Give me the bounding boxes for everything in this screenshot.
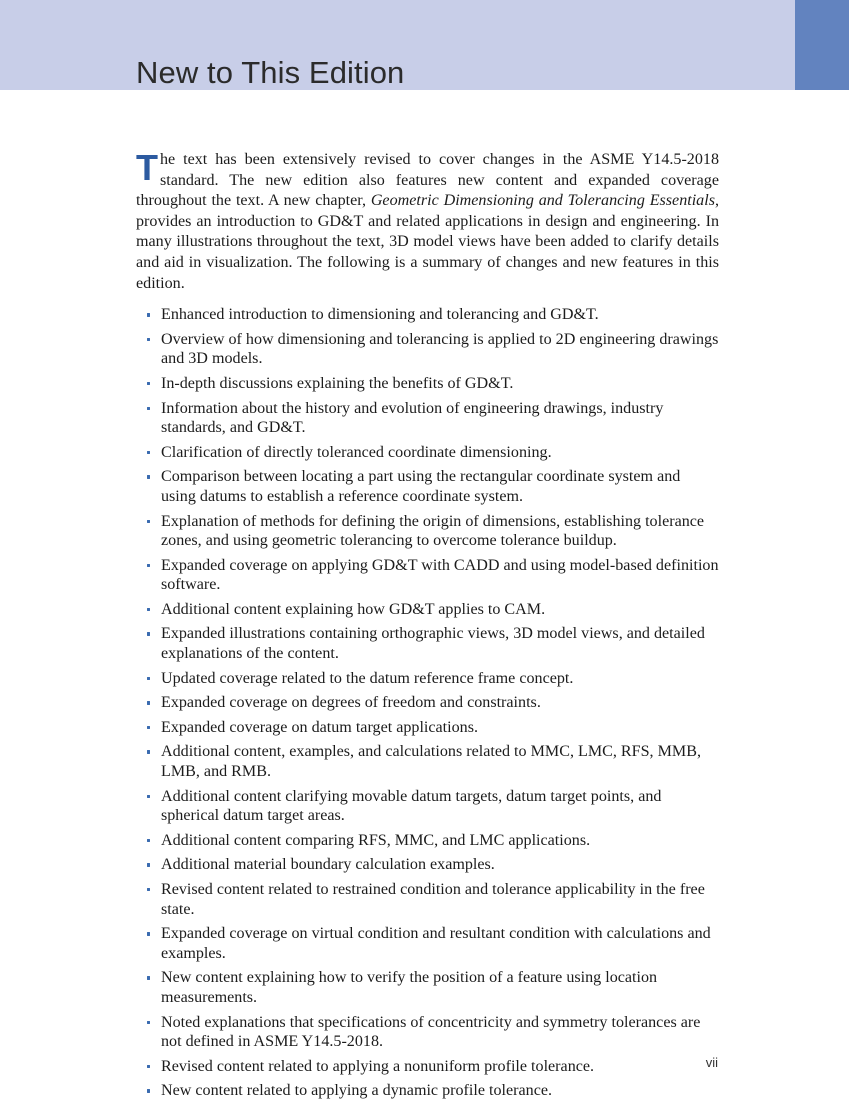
bullet-icon (147, 795, 150, 798)
list-item-label: Clarification of directly toleranced coordinate dimensioning. (161, 443, 552, 461)
list-item (136, 512, 719, 551)
bullet-icon (147, 1089, 150, 1092)
page-number: vii (705, 1055, 718, 1070)
page-title: New to This Edition (136, 55, 405, 90)
bullet-icon (147, 839, 150, 842)
list-item (136, 305, 719, 325)
list-item (136, 855, 719, 875)
list-item (136, 880, 719, 919)
list-item-label: Information about the history and evolution of engineering drawings, industry standards, and GD&T. (161, 399, 664, 437)
list-item-label: Expanded coverage on datum target applications. (161, 718, 478, 736)
bullet-icon (147, 608, 150, 611)
list-item-label: Additional content comparing RFS, MMC, and LMC applications. (161, 831, 591, 849)
list-item (136, 924, 719, 963)
chapter-title-italic: Geometric Dimensioning and Tolerancing Essentials (370, 192, 715, 210)
list-item-label: Additional material boundary calculation examples. (161, 856, 495, 874)
list-item (136, 330, 719, 369)
bullet-icon (147, 475, 150, 478)
list-item-label: New content related to applying a dynamic profile tolerance. (161, 1082, 553, 1100)
list-item-label: Revised content related to applying a nonuniform profile tolerance. (161, 1057, 595, 1075)
bullet-icon (147, 726, 150, 729)
feature-list (136, 305, 719, 1101)
list-item (136, 718, 719, 738)
list-item (136, 600, 719, 620)
list-item (136, 443, 719, 463)
list-item-label: Expanded illustrations containing orthographic views, 3D model views, and detailed explanations of the content. (161, 625, 705, 663)
intro-text-tail: , provides an introduction to GD&T and related applications in design and engineering. In many illustrations throughout the text, 3D model views have been added to clarify details and aid in visualization. The following is a summary of changes and new features in this edition. (136, 192, 719, 292)
list-item (136, 831, 719, 851)
bullet-icon (147, 382, 150, 385)
list-item (136, 1013, 719, 1052)
page-content (136, 147, 719, 1106)
bullet-icon (147, 701, 150, 704)
list-item (136, 399, 719, 438)
list-item (136, 624, 719, 663)
list-item-label: New content explaining how to verify the position of a feature using location measurements. (161, 969, 658, 1006)
list-item (136, 669, 719, 689)
bullet-icon (147, 313, 150, 316)
list-item (136, 693, 719, 713)
bullet-icon (147, 932, 150, 935)
list-item-label: Additional content, examples, and calculations related to MMC, LMC, RFS, MMB, LMB, and RMB. (161, 743, 701, 781)
bullet-icon (147, 520, 150, 523)
list-item-label: Additional content clarifying movable datum targets, datum target points, and spherical datum target areas. (161, 787, 662, 825)
list-item (136, 467, 719, 506)
bullet-icon (147, 564, 150, 567)
list-item-label: Enhanced introduction to dimensioning and tolerancing and GD&T. (161, 306, 599, 324)
list-item-label: Expanded coverage on degrees of freedom and constraints. (161, 694, 541, 712)
list-item (136, 968, 719, 1007)
header-accent-block (795, 0, 849, 90)
intro-paragraph (136, 147, 719, 294)
bullet-icon (147, 976, 150, 979)
list-item-label: Comparison between locating a part using the rectangular coordinate system and using datums to establish a reference coordinate system. (161, 468, 681, 505)
list-item (136, 742, 719, 781)
list-item-label: Additional content explaining how GD&T applies to CAM. (161, 600, 546, 618)
list-item-label: Expanded coverage on applying GD&T with CADD and using model-based definition software. (161, 556, 719, 594)
bullet-icon (147, 863, 150, 866)
list-item (136, 374, 719, 394)
bullet-icon (147, 750, 150, 753)
list-item-label: Updated coverage related to the datum reference frame concept. (161, 669, 574, 687)
list-item-label: Overview of how dimensioning and tolerancing is applied to 2D engineering drawings and 3D models. (161, 330, 719, 368)
bullet-icon (147, 451, 150, 454)
bullet-icon (147, 338, 150, 341)
bullet-icon (147, 632, 150, 635)
list-item (136, 1081, 719, 1101)
bullet-icon (147, 888, 150, 891)
list-item-label: Expanded coverage on virtual condition and resultant condition with calculations and examples. (161, 925, 711, 962)
list-item-label: In-depth discussions explaining the benefits of GD&T. (161, 374, 514, 392)
list-item-label: Revised content related to restrained condition and tolerance applicability in the free state. (161, 881, 705, 918)
list-item (136, 787, 719, 826)
bullet-icon (147, 1021, 150, 1024)
intro-text-lead: he text has been extensively revised to cover changes in the ASME Y14.5-2018 standard. The new edition also features new content and expanded coverage throughout the text. A new chapter, (136, 151, 719, 210)
bullet-icon (147, 407, 150, 410)
drop-cap: T (136, 147, 158, 188)
list-item (136, 556, 719, 595)
list-item-label: Explanation of methods for defining the origin of dimensions, establishing tolerance zones, and using geometric tolerancing to overcome tolerance buildup. (161, 512, 705, 550)
bullet-icon (147, 677, 150, 680)
list-item-label: Noted explanations that specifications of concentricity and symmetry tolerances are not defined in ASME Y14.5-2018. (161, 1013, 701, 1051)
